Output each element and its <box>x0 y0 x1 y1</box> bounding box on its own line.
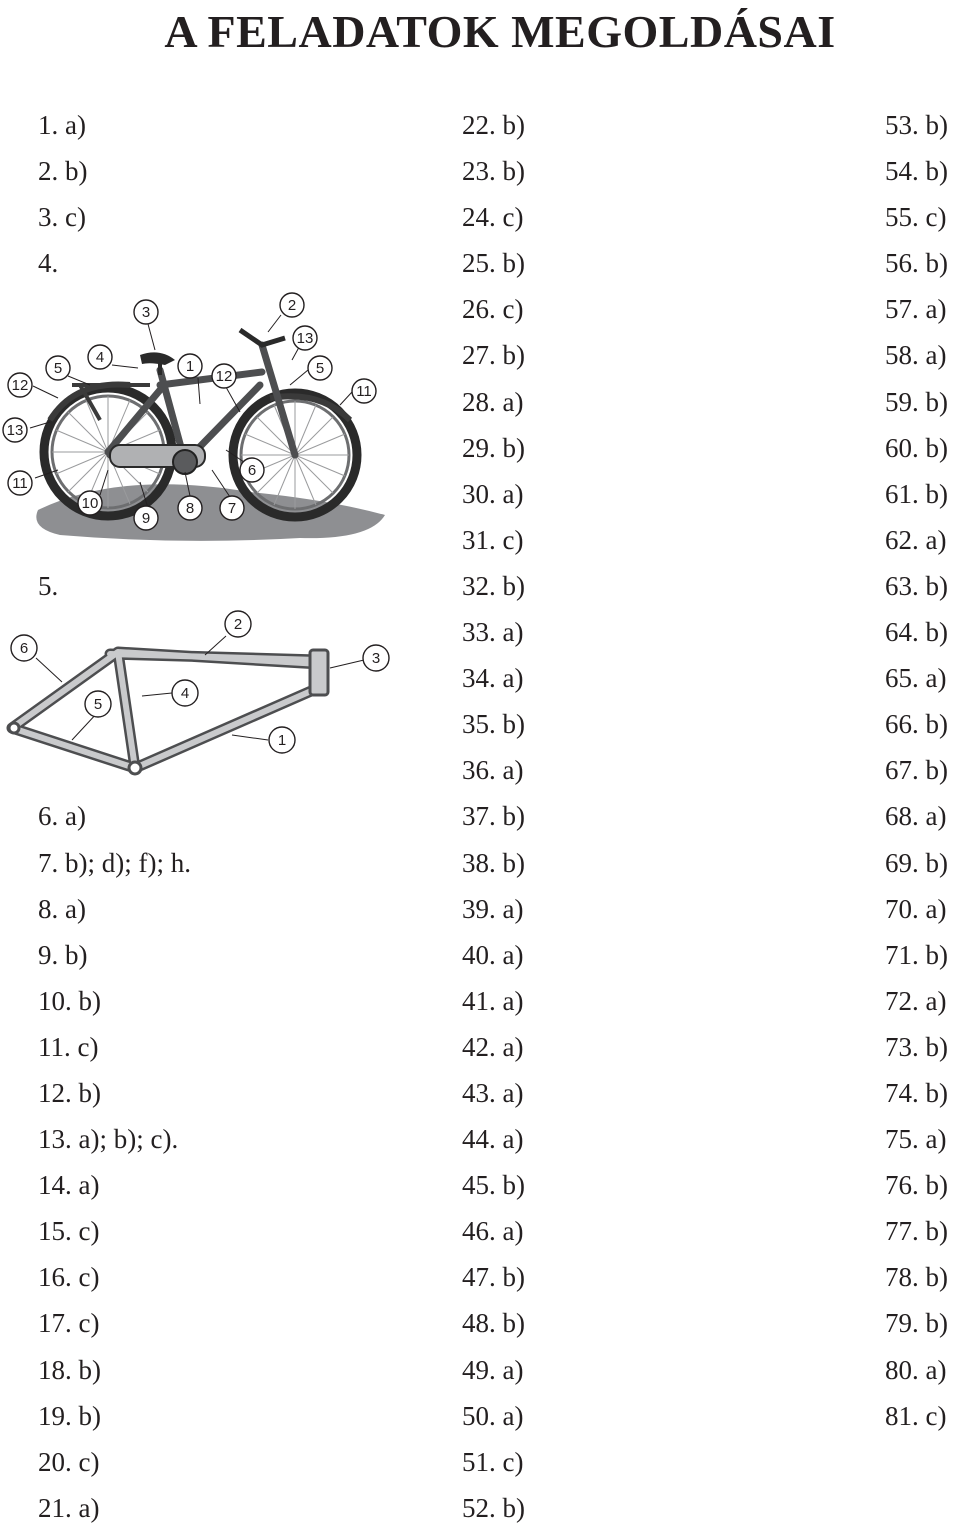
answer-58: 58. a) <box>885 340 947 371</box>
bike-callout-8 <box>178 496 202 520</box>
answer-73: 73. b) <box>885 1031 948 1062</box>
page-title: A FELADATOK MEGOLDÁSAI <box>164 6 836 57</box>
bike-frame-illustration <box>0 600 400 785</box>
answer-53: 53. b) <box>885 110 948 140</box>
crank <box>173 450 197 474</box>
answer-22: 22. b) <box>462 110 525 140</box>
answer-42: 42. a) <box>462 1031 524 1062</box>
answer-50: 50. a) <box>462 1400 524 1431</box>
answer-60: 60. b) <box>885 432 948 463</box>
answer-75: 75. a) <box>885 1124 947 1155</box>
bicycle-illustration <box>0 286 400 546</box>
answer-54: 54. b) <box>885 156 948 187</box>
answer-65: 65. a) <box>885 663 947 694</box>
bike-callout-4 <box>88 345 112 369</box>
answer-61: 61. b) <box>885 478 948 509</box>
answer-36: 36. a) <box>462 755 524 786</box>
answer-66: 66. b) <box>885 709 948 740</box>
answer-29: 29. b) <box>462 432 525 463</box>
answer-15: 15. c) <box>38 1216 100 1247</box>
saddle <box>140 352 175 365</box>
answer-74: 74. b) <box>885 1077 948 1108</box>
answer-7: 7. b); d); f); h. <box>38 847 191 878</box>
svg-text:8: 8 <box>185 500 195 517</box>
svg-text:12: 12 <box>215 368 233 385</box>
svg-text:5: 5 <box>53 360 63 377</box>
answer-14: 14. a) <box>38 1170 100 1201</box>
answer-6: 6. a) <box>38 801 86 832</box>
frame-tubes <box>9 650 328 774</box>
svg-text:3: 3 <box>141 304 151 321</box>
answer-3: 3. c) <box>38 202 86 233</box>
answer-28: 28. a) <box>462 386 524 417</box>
answer-63: 63. b) <box>885 570 948 601</box>
frame-callout-2 <box>225 611 251 637</box>
bike-callout-2 <box>280 293 304 317</box>
answer-41: 41. a) <box>462 985 524 1016</box>
answer-76: 76. b) <box>885 1170 948 1201</box>
svg-text:11: 11 <box>356 383 372 400</box>
svg-text:6: 6 <box>247 462 257 479</box>
svg-text:11: 11 <box>12 475 28 492</box>
answer-55: 55. c) <box>885 202 947 233</box>
answer-26: 26. c) <box>462 294 524 325</box>
bike-callout-9 <box>134 506 158 530</box>
answer-12: 12. b) <box>38 1077 101 1108</box>
answer-59: 59. b) <box>885 386 948 417</box>
bike-callout-11b <box>352 379 376 403</box>
bike-callout-5b <box>308 356 332 380</box>
answer-10: 10. b) <box>38 985 101 1016</box>
answer-37: 37. b) <box>462 801 525 832</box>
answer-44: 44. a) <box>462 1124 524 1155</box>
frame-callout-5 <box>85 691 111 717</box>
answer-52: 52. b) <box>462 1492 525 1523</box>
svg-text:3: 3 <box>371 650 381 667</box>
answer-2: 2. b) <box>38 156 88 187</box>
answer-33: 33. a) <box>462 617 524 648</box>
bike-callout-3 <box>134 300 158 324</box>
svg-text:1: 1 <box>277 732 287 749</box>
answer-40: 40. a) <box>462 939 524 970</box>
answer-72: 72. a) <box>885 985 947 1016</box>
answer-57: 57. a) <box>885 294 947 325</box>
answer-47: 47. b) <box>462 1262 525 1293</box>
answer-48: 48. b) <box>462 1308 525 1339</box>
bike-callout-7 <box>220 496 244 520</box>
answer-27: 27. b) <box>462 340 525 371</box>
answer-16: 16. c) <box>38 1262 100 1293</box>
answer-30: 30. a) <box>462 478 524 509</box>
answer-56: 56. b) <box>885 248 948 279</box>
answer-18: 18. b) <box>38 1354 101 1385</box>
answer-column-2 <box>462 102 525 1531</box>
handlebar <box>240 330 285 345</box>
answer-11: 11. c) <box>38 1031 99 1062</box>
answer-5: 5. <box>38 570 59 601</box>
answer-71: 71. b) <box>885 939 948 970</box>
svg-text:6: 6 <box>19 640 29 657</box>
bike-callout-12b <box>212 364 236 388</box>
answer-17: 17. c) <box>38 1308 100 1339</box>
svg-text:13: 13 <box>296 330 314 347</box>
answer-21: 21. a) <box>38 1492 100 1523</box>
answer-79: 79. b) <box>885 1308 948 1339</box>
svg-text:4: 4 <box>95 349 105 366</box>
answer-38: 38. b) <box>462 847 525 878</box>
answer-19: 19. b) <box>38 1400 101 1431</box>
svg-text:7: 7 <box>227 500 237 517</box>
bike-callout-5 <box>46 356 70 380</box>
bike-callout-13b <box>293 326 317 350</box>
answer-77: 77. b) <box>885 1216 948 1247</box>
answer-20: 20. c) <box>38 1446 100 1477</box>
answer-70: 70. a) <box>885 893 947 924</box>
answer-64: 64. b) <box>885 617 948 648</box>
answer-4: 4. <box>38 248 59 279</box>
answer-35: 35. b) <box>462 709 525 740</box>
svg-text:2: 2 <box>233 616 243 633</box>
answer-46: 46. a) <box>462 1216 524 1247</box>
svg-text:13: 13 <box>6 422 24 439</box>
frame-callout-4 <box>172 680 198 706</box>
answer-31: 31. c) <box>462 524 524 555</box>
bike-callout-10 <box>78 491 102 515</box>
answer-8: 8. a) <box>38 893 86 924</box>
bike-callout-6 <box>240 458 264 482</box>
answer-81: 81. c) <box>885 1400 947 1431</box>
svg-text:1: 1 <box>185 358 195 375</box>
answer-62: 62. a) <box>885 524 947 555</box>
answer-45: 45. b) <box>462 1170 525 1201</box>
bike-callout-1 <box>178 354 202 378</box>
answer-34: 34. a) <box>462 663 524 694</box>
frame-callout-6 <box>11 635 37 661</box>
bike-callout-13 <box>3 418 27 442</box>
svg-text:9: 9 <box>141 510 151 527</box>
answer-23: 23. b) <box>462 156 525 187</box>
answer-68: 68. a) <box>885 801 947 832</box>
svg-text:4: 4 <box>180 685 190 702</box>
answer-32: 32. b) <box>462 570 525 601</box>
answer-43: 43. a) <box>462 1077 524 1108</box>
answer-69: 69. b) <box>885 847 948 878</box>
svg-text:10: 10 <box>81 495 99 512</box>
answer-80: 80. a) <box>885 1354 947 1385</box>
svg-text:5: 5 <box>93 696 103 713</box>
answer-49: 49. a) <box>462 1354 524 1385</box>
svg-text:12: 12 <box>11 377 29 394</box>
answer-67: 67. b) <box>885 755 948 786</box>
answer-1: 1. a) <box>38 110 86 140</box>
bike-callout-12 <box>8 373 32 397</box>
answer-25: 25. b) <box>462 248 525 279</box>
answer-39: 39. a) <box>462 893 524 924</box>
answer-column-3 <box>885 102 948 1439</box>
bike-callout-11 <box>8 471 32 495</box>
answer-24: 24. c) <box>462 202 524 233</box>
answer-9: 9. b) <box>38 939 88 970</box>
frame-callout-3 <box>363 645 389 671</box>
frame-callout-1 <box>269 727 295 753</box>
svg-text:5: 5 <box>315 360 325 377</box>
answer-78: 78. b) <box>885 1262 948 1293</box>
answer-51: 51. c) <box>462 1446 524 1477</box>
svg-text:2: 2 <box>287 297 297 314</box>
answer-13: 13. a); b); c). <box>38 1124 179 1155</box>
